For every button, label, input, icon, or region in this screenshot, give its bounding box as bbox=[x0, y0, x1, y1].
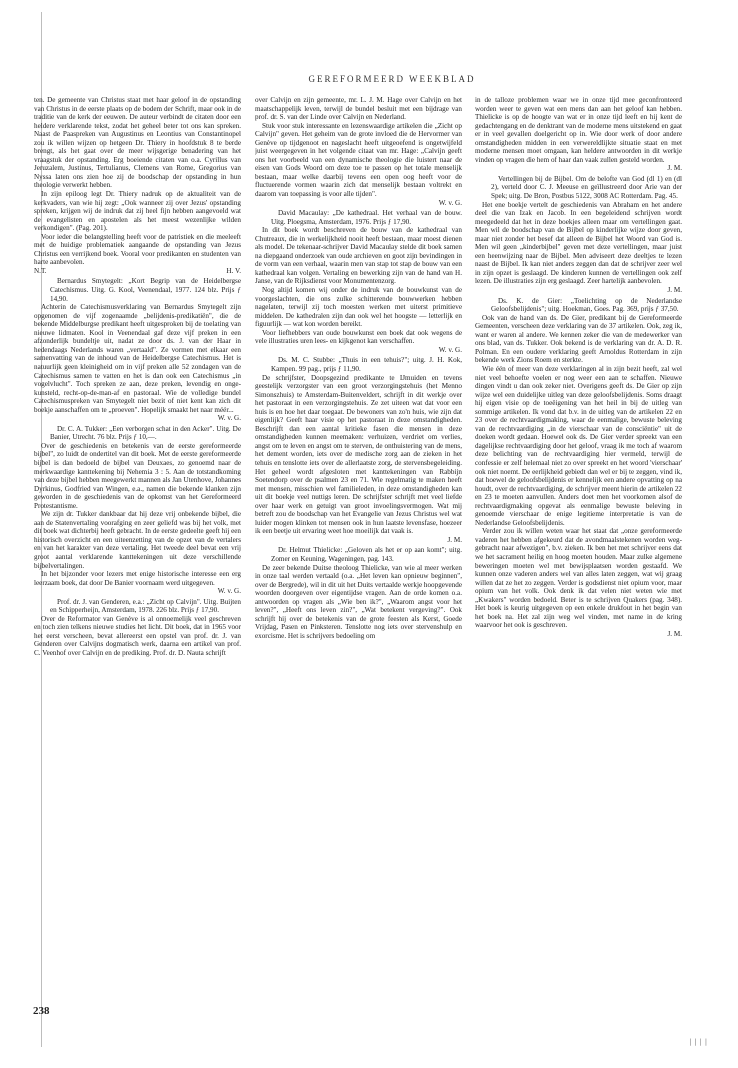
review-text: Wie één of meer van deze verklaringen al in zijn bezit heeft, zal wel niet veel behoefte voelen er nog weer een aan te schaffen. Nieuwe dingen vindt u dan ook zeker niet. Overigens geeft ds. De Gier op zijn wijze wel een duidelijke uitleg van deze geloofsbelijdenis. Soms draagt hij eigen visie op de toeëigening van het heil in bij de uitleg van sommige artikelen. Ik vond dat b.v. in de uitleg van de artikelen 22 en 23 over de rechtvaardigmaking, waar de eenmalige, bewuste beleving van de rechtvaardiging „in de vierschaar van de consciëntie" uit de doeken wordt gedaan. Hoewel ook ds. De Gier verder spreekt van een dagelijkse rechtvaardiging door het geloof, vraag ik me toch af waarom deze belichting van de rechtvaardiging hier vermeld, terwijl de confessie er zelf helemaal niet zo over spreekt en het woord 'vierschaar' ook niet noemt. De eerlijkheid gebiedt dan wel er bij te zeggen, vind ik, dat hoewel de geloofsbelijdenis er kennelijk een andere opvatting op na houdt, over de rechtvaardiging, de schrijver meent hierin de artikelen 22 en 23 te moeten aanvullen. Anders doet men het voorkomen alsof de rechtvaardigmaking opgevat als eenmalige bewuste beleving in genoemde vierschaar de enige legitieme interpretatie is van de Nederlandse Geloofsbelijdenis. bbox=[475, 364, 682, 527]
column-1 bbox=[34, 96, 241, 1016]
reviewer-signature: W. v. G. bbox=[438, 345, 462, 354]
review-text: Over de geschiedenis en betekenis van de eerste gereformeerde bijbel", zo luidt de ondertitel van dit boek. Met de eerste gereformeerde bijbel is dan bedoeld de bijbel van Deuxaes, zo genoemd naar de merkwaardige kanttekening bij Nehemia 3 : 5. Aan de totstandkoming van deze bijbel hebben meegewerkt mannen als Jan Utenhove, Johannes Dyrkinus, Godfried van Wingen, e.a., namen die bekende klanken zijn geworden in de geschiedenis van de opkomst van het Gereformeerd Protestantisme. bbox=[34, 441, 241, 510]
review-text: ten. De gemeente van Christus staat met haar geloof in de opstanding van Christus in de eerste plaats op de bodem der Schrift, maar ook in de traditie van de kerk der eeuwen. De auteur verbindt de citaten door een heldere verklarende tekst, zodat het geheel beter tot ons kan spreken. Naast de Paaspreken van Augustinus en Leontius van Constantinopel zou ik willen wijzen op hetgeen Dr. Thiery in hoofdstuk 8 te berde brengt, als het gaat over de meer wijsgerige benadering van het vraagstuk der opstanding. Erg boeiende citaten van o.a. Cyrillus van Jeruzalem, Justinus, Tertulianus, Clemens van Rome, Gregorius van Nyssa laten ons zien hoe zij de boodschap der opstanding in hun theologie verwerkt hebben. bbox=[34, 96, 241, 190]
reviewer-signature: W. v. G. bbox=[217, 414, 241, 423]
column-3 bbox=[475, 96, 682, 1016]
review-title: Ds. M. C. Stubbe: „Thuis in een tehuis?"; uitg. J. H. Kok, Kampen. 99 pag., prijs ƒ 11,90. bbox=[271, 356, 462, 373]
review-title: Ds. K. de Gier: „Toelichting op de Nederlandse Geloofsbelijdenis"; uitg. Hoekman, Goes. Pag. 369, prijs ƒ 37,50. bbox=[491, 296, 682, 314]
review-text: Verder zou ik willen weten waar het staat dat „onze gereformeerde vaderen het hebben afgekeurd dat de avondmaalstekenen worden weggebracht naar afwezigen", b.v. zieken. Ik ben het met schrijver eens dat we het sacrament heilig en hoog moeten houden. Maar zulke algemene beweringen moeten wel met bewijsplaatsen worden gestaafd. We kunnen onze vaderen anders wel van alles laten zeggen, wat wij graag willen dat ze het zo zeggen. Verder is godsdienst niet opium voor, maar opium van het volk. Ook denk ik dat velen niet weten wie met „Kwakers" worden bedoeld. Beter is te schrijven Quakers (pag. 348). Het boek is keurig uitgegeven op een enkele drukfout in het begin van het boek na. Het zal zijn weg wel vinden, met name in de kring waarvoor het ook is geschreven. bbox=[475, 527, 682, 630]
review-text: Voor liefhebbers van oude bouwkunst een boek dat ook wegens de vele illustraties uren lees- en kijkgenot kan verschaffen. bbox=[255, 328, 462, 346]
review-text: In het bijzonder voor lezers met enige historische interesse een erg leerzaam boek, dat door De Banier voornaam werd uitgegeven. bbox=[34, 570, 241, 587]
review-title: Vertellingen bij de Bijbel. Om de belofte van God (dl 1) en (dl 2), verteld door C. J. Meeuse en geïllustreerd door Arie van der Spek; uitg. De Bron, Postbus 5122, 3008 AC Rotterdam. Pag. 45. bbox=[491, 174, 682, 201]
review-text: Het ene boekje vertelt de geschiedenis van Abraham en het andere deel die van Izak en Jacob. In een begeleidend schrijven wordt meegedeeld dat het in deze boekjes alleen maar om vertellingen gaat. Men wil de boodschap van de Bijbel op kinderlijke wijze door geven, maar niet zonder het besef dat alleen de Bijbel het Woord van God is. Men wil geen „kinderbijbel" geven met deze vertellingen, maar juist een heenwijzing naar de Bijbel. Men adviseert deze deeltjes te lezen naast de Bijbel. Ik kan niet anders zeggen dan dat de schrijver zeer wel in zijn opzet is geslaagd. De kinderen kunnen de vertellingen ook zelf lezen. De illustraties zijn erg geslaagd. Zeer hartelijk aanbevolen. bbox=[475, 200, 682, 286]
review-title: Dr. C. A. Tukker: „Een verborgen schat in den Acker". Uitg. De Banier, Utrecht. 76 blz. Prijs ƒ 10,—. bbox=[50, 424, 241, 442]
reviewer-signature: W. v. G. bbox=[217, 587, 241, 596]
review-text: over Calvijn en zijn gemeente, mr. L. J. M. Hage over Calvijn en het maatschappelijk leven, terwijl de bundel besluit met een bijdrage van prof. dr. S. van der Linde over Calvijn en Nederland. bbox=[255, 96, 462, 122]
review-title: David Macaulay: „De kathedraal. Het verhaal van de bouw. Uitg. Ploegsma, Amsterdam, 1976. Prijs ƒ 17,90. bbox=[271, 209, 462, 226]
review-text: De zeer bekende Duitse theoloog Thielicke, van wie al meer werken in onze taal werden vertaald (o.a. „Het leven kan opnieuw beginnen", over de Bergrede), wil in dit uit het Duits vertaalde werkje hoopgevende woorden doorgeven over eigentijdse vragen. Aan de orde komen o.a. antwoorden op vragen als „Wie ben ik?", „Waarom angst voor het leven?", „Heeft ons leven zin?", „Wat betekent vergeving?". Ook schrijft hij over de betekenis van de grote feesten als Kerst, Goede Vrijdag, Pasen en Pinksteren. Tenslotte nog iets over stervenshulp en exorcisme. Het is schrijvers bedoeling om bbox=[255, 563, 462, 640]
edge-mark: ││││ bbox=[688, 1040, 710, 1046]
review-text: Stuk voor stuk interessante en lezenswaardige artikelen die „Zicht op Calvijn" geven. Het geheim van de grote invloed die de Hervormer van Genève op tijdgenoot en nageslacht heeft uitgeoefend is ongetwijfeld juist weergegeven in het volgende citaat van mr. Hage: „Calvijn geeft ons het voorbeeld van een dynamische theologie die luistert naar de eisen van Gods Woord om deze toe te passen op het totale menselijk bestaan, maar welke daarbij tevens een open oog heeft voor de fluctuerende vormen waarin zich dat menselijk bestaan voltrekt en daarom van toepassing is voor alle tijden". bbox=[255, 121, 462, 199]
column-2 bbox=[255, 96, 462, 1016]
reviewer-initials-right: H. V. bbox=[226, 266, 241, 275]
reviewer-initials-left: N.T. bbox=[34, 266, 47, 275]
reviewer-signature: W. v. G. bbox=[438, 198, 462, 207]
review-title: Dr. Helmut Thielicke: „Geloven als het er op aan komt"; uitg. Zomer en Keuning, Wageningen, pag. 143. bbox=[271, 546, 462, 563]
review-text: In dit boek wordt beschreven de bouw van de kathedraal van Chutreaux, die in werkelijkheid nooit heeft bestaan, maar moest dienen als model. De tekenaar-schrijver David Macaulay stelde dit boek samen na diepgaand onderzoek van oude archieven en goot zijn bevindingen in de vorm van een verhaal, waarin men van stap tot stap de bouw van een kathedraal kan volgen. Vertaling en bewerking zijn van de hand van H. Janse, van de Rijksdienst voor Monumentenzorg. bbox=[255, 226, 462, 286]
reviewer-signature: J. M. bbox=[667, 164, 682, 173]
reviewer-signature: J. M. bbox=[667, 286, 682, 295]
review-text: Achterin de Catechismusverklaring van Bernardus Smytegelt zijn opgenomen de vijf zogenaamde „belijdenis-predikatiën", die de bekende Middelburgse predikant heeft uitgesproken bij de toelating van nieuwe lidmaten. Kool in Veenendaal gaf deze vijf preken in een afzonderlijk bundeltje uit, nadat ze door ds. J. van der Haar in hedendaags Nederlands waren „vertaald". Ze vormen met elkaar een samenvatting van de inhoud van de Heidelbergse Catechismus. Het is natuurlijk geen kleinigheid om in vijf preken alle 52 zondagen van de Catechismus samen te vatten en het is dan ook een Catechismus „in vogelvlucht". Toch spreken ze aan, deze preken, levendig en ongekunsteld, recht-op-de-man-af en pastoraal. Wie de volledige bundel Catechismuspreken van Smytegelt niet bezit of niet kent kan zich dit boekje aanschaffen om te „proeven". Hopelijk smaakt het naar méér... bbox=[34, 303, 241, 414]
reviewer-signature: J. M. bbox=[667, 629, 682, 638]
review-text: Voor ieder die belangstelling heeft voor de patristiek en die meeleeft met de huidige problematiek aangaande de opstanding van Jezus Christus een verrijkend boek. Vooral voor predikanten en studenten van harte aanbevolen. bbox=[34, 232, 241, 267]
page-number: 238 bbox=[33, 1005, 50, 1017]
review-text: We zijn dr. Tukker dankbaar dat hij deze vrij onbekende bijbel, die aan de Statenvertaling voorafging en zeer geliefd was bij het volk, met dit boek wat dichterbij heeft gebracht. In de eerste gedeelte geeft hij een historisch overzicht en een uiteenzetting van de opzet van de vertalers en van het karakter van deze vertaling. Het tweede deel bevat een vrij groot aantal verklarende kanttekeningen uit deze verschillende bijbelvertalingen. bbox=[34, 510, 241, 570]
review-text: Ook van de hand van ds. De Gier, predikant bij de Gereformeerde Gemeenten, verscheen deze verklaring van de 37 artikelen. Ook, zeg ik, want er waren al andere. We kennen zeker die van de medewerker van ons blad, van ds. Tukker. Ook bekend is de verklaring van dr. A. D. R. Polman. En een oudere verklaring geeft Arnoldus Rotterdam in zijn bekende werk Zions Roem en sterkte. bbox=[475, 313, 682, 365]
review-text: Over de Reformator van Genève is al onnoemelijk veel geschreven en toch zien telkens nieuwe studies het licht. Dit boek, dat in 1965 voor het eerst verscheen, bevat allereerst een opstel van prof. dr. J. van Genderen over Calvijns dogmatisch werk, daarna een artikel van prof. C. Veenhof over Calvijn en de prediking. Prof. dr. D. Nauta schrijft bbox=[34, 614, 241, 657]
review-text: In zijn epiloog legt Dr. Thiery nadruk op de aktualiteit van de kerkvaders, van wie hij zegt: „Ook wanneer zij over Jezus' opstanding spreken, krijgen wij de indruk dat zij heel fijn hebben aangevoeld wat de evangelisten en apostelen als het meest wezenlijke wilden verkondigen". (Pag. 201). bbox=[34, 190, 241, 233]
review-title: Prof. dr. J. van Genderen, e.a.: „Zicht op Calvijn". Uitg. Buijten en Schipperheijn, Amsterdam, 1978. 226 blz. Prijs ƒ 17,90. bbox=[50, 597, 241, 615]
review-text: De schrijfster, Doopsgezind predikante te IJmuiden en tevens geestelijk verzorgster van een groot verzorgingstehuis (het Menno Simonszhuis) te Amsterdam-Buitenveldert, schrijft in dit werkje over het pastoraat in een verzorgingstehuis. Ze zet uiteen wat dat voor een huis is en hoe het daar toegaat. De bewoners van zo'n huis, wie zijn dat eigenlijk? Geeft haar visie op het pastoraat in deze omstandigheden. Beschrijft dan een aantal kritieke fasen die mensen in deze omstandigheden kunnen meemaken: verhuizen, verdriet om verlies, angst om te leven en angst om te sterven, de onthuistering van de mens, het dement worden, iets over de medische zorg aan de zieken in het tehuis en tenslotte iets over de allerlaatste zorg, de stervensbegeleiding. Het geheel wordt afgesloten met kanttekeningen van Rabbijn Soetendorp over de psalmen 23 en 71. Wie regelmatig te maken heeft met mensen, misschien wel familieleden, in deze omstandigheden kan uit dit boekje veel nuttigs leren. De schrijfster schrijft met veel liefde over haar werk en getuigt van groot invoelingsvermogen. Wat mij betreft zou de boodschap van het Evangelie van Jezus Christus wel wat luider mogen klinken tot mensen ook in hun laatste levensfase, hoezeer ik een beetje uit ervaring weet hoe moeilijk dat vaak is. bbox=[255, 373, 462, 536]
review-text: Nog altijd komen wij onder de indruk van de bouwkunst van de voorgeslachten, die ons zulke schitterende bouwwerken hebben nagelaten, terwijl zij toch moesten werken met uiterst primitieve middelen. De kathedralen zijn dan ook wel het hoogste — letterlijk en figuurlijk — wat kon worden bereikt. bbox=[255, 286, 462, 329]
review-title: Bernardus Smytegelt: „Kort Begrip van de Heidelbergse Catechismus. Uitg. G. Kool, Veenendaal, 1977. 124 blz. Prijs ƒ 14,90. bbox=[50, 277, 241, 303]
reviewer-signature: J. M. bbox=[447, 535, 462, 544]
page-header: GEREFORMEERD WEEKBLAD bbox=[308, 74, 476, 84]
review-text: in de talloze problemen waar we in onze tijd mee geconfronteerd worden weer te geven wat een mens dan aan het geloof kan hebben. Thielicke is op de hoogte van wat er in onze tijd leeft en hij kent de gedachtengang en de denktrant van de moderne mens uitstekend en gaat er in veel gevallen doelgericht op in. Wie door werk of door andere omstandigheden midden in een verwereldlijkte situatie staat en met moderne mensen moet omgaan, kan heldere antwoorden in dit werkje vinden op vragen die hem of haar dan vaak zullen gesteld worden. bbox=[475, 96, 682, 164]
reviewer-signature bbox=[34, 267, 241, 276]
